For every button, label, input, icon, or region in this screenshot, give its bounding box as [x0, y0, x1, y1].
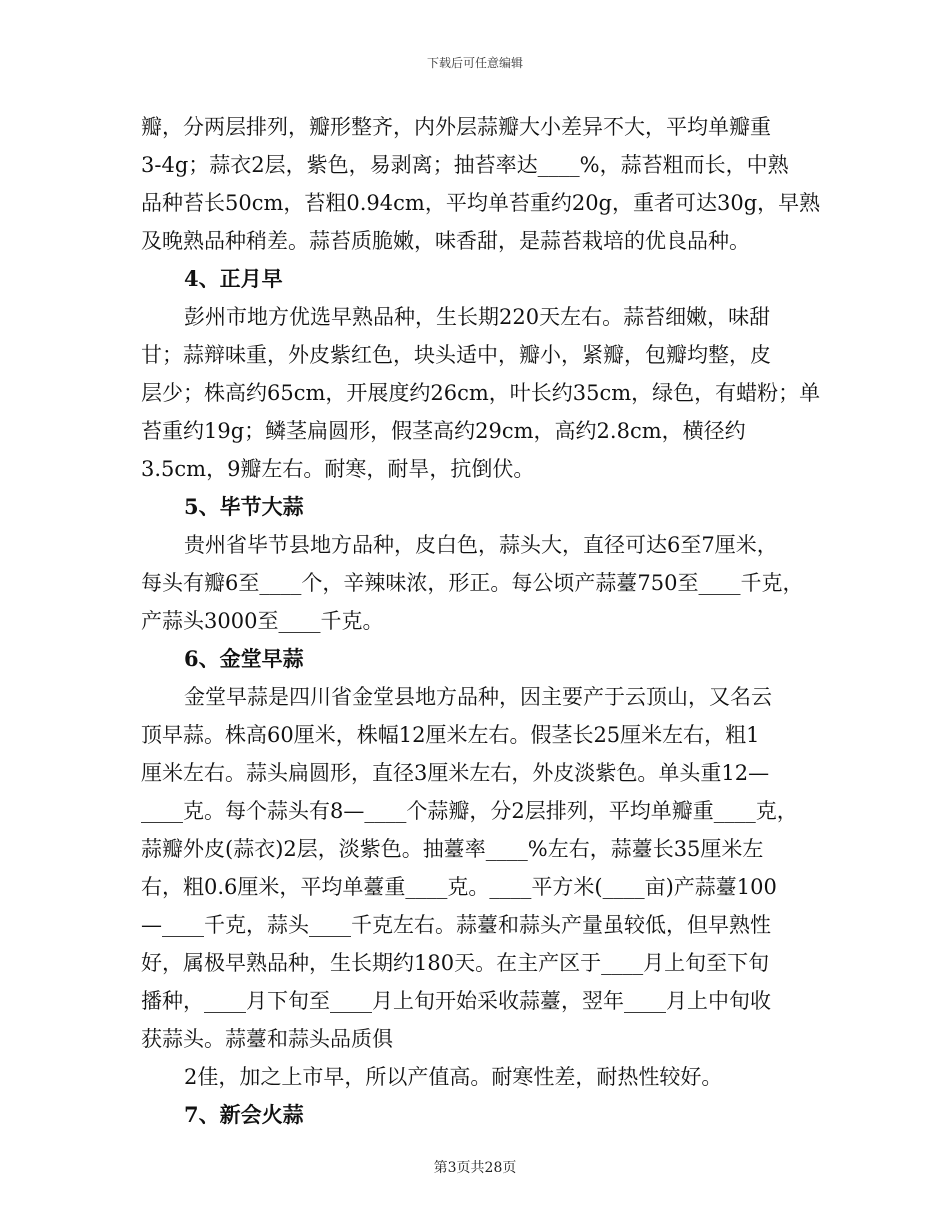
section-heading: 6、金堂早蒜: [184, 646, 304, 671]
text-line: 产蒜头3000至____千克。: [141, 609, 384, 633]
paragraph: [141, 526, 821, 640]
paragraph: [141, 298, 821, 488]
text-line: 及晚熟品种稍差。蒜苔质脆嫩，味香甜，是蒜苔栽培的优良品种。: [141, 229, 750, 253]
text-line: 贵州省毕节县地方品种，皮白色，蒜头大，直径可达6至7厘米，: [184, 533, 778, 557]
text-line: ____克。每个蒜头有8—____个蒜瓣，分2层排列，平均单瓣重____克，: [141, 799, 798, 823]
paragraph: [141, 678, 821, 1058]
text-line: 获蒜头。蒜薹和蒜头品质俱: [141, 1027, 393, 1051]
text-line: 3.5cm，9瓣左右。耐寒，耐旱，抗倒伏。: [141, 457, 535, 481]
text-line: 层少；株高约65cm，开展度约26cm，叶长约35cm，绿色，有蜡粉；单: [141, 381, 821, 405]
text-line: 苔重约19g；鳞茎扁圆形，假茎高约29cm，高约2.8cm，横径约: [141, 419, 746, 443]
text-line: 右，粗0.6厘米，平均单薹重____克。____平方米(____亩)产蒜薹100: [141, 875, 777, 899]
text-line: 好，属极早熟品种，生长期约180天。在主产区于____月上旬至下旬: [141, 951, 770, 975]
section-heading: 5、毕节大蒜: [184, 494, 304, 519]
text-line: 甘；蒜辩味重，外皮紫红色，块头适中，瓣小，紧瓣，包瓣均整，皮: [141, 343, 771, 367]
text-line: 2佳，加之上市早，所以产值高。耐寒性差，耐热性较好。: [184, 1065, 723, 1089]
text-line: —____千克，蒜头____千克左右。蒜薹和蒜头产量虽较低，但早熟性: [141, 913, 771, 937]
text-line: 顶早蒜。株高60厘米，株幅12厘米左右。假茎长25厘米左右，粗1: [141, 723, 760, 747]
text-line: 金堂早蒜是四川省金堂县地方品种，因主要产于云顶山，又名云: [184, 685, 772, 709]
section-heading: 4、正月早: [184, 266, 283, 291]
page-header: 下载后可任意编辑: [426, 56, 523, 70]
text-line: 播种，____月下旬至____月上旬开始采收蒜薹，翌年____月上中旬收: [141, 989, 771, 1013]
text-line: 3-4g；蒜衣2层，紫色，易剥离；抽苔率达____%，蒜苔粗而长，中熟: [141, 153, 789, 177]
text-line: 品种苔长50cm，苔粗0.94cm，平均单苔重约20g，重者可达30g，早熟: [141, 191, 821, 215]
text-line: 彭州市地方优选早熟品种，生长期220天左右。蒜苔细嫩，味甜: [184, 305, 771, 329]
document-body: [141, 108, 821, 1134]
section-heading: 7、新会火蒜: [184, 1102, 304, 1127]
text-line: 瓣，分两层排列，瓣形整齐，内外层蒜瓣大小差异不大，平均单瓣重: [141, 115, 771, 139]
text-line: 蒜瓣外皮(蒜衣)2层，淡紫色。抽薹率____%左右，蒜薹长35厘米左: [141, 837, 764, 861]
page-footer: 第3页共28页: [433, 1160, 517, 1176]
text-line: 厘米左右。蒜头扁圆形，直径3厘米左右，外皮淡紫色。单头重12—: [141, 761, 770, 785]
text-line: 每头有瓣6至____个，辛辣味浓，形正。每公顷产蒜薹750至____千克，: [141, 571, 804, 595]
paragraph: [141, 108, 821, 260]
